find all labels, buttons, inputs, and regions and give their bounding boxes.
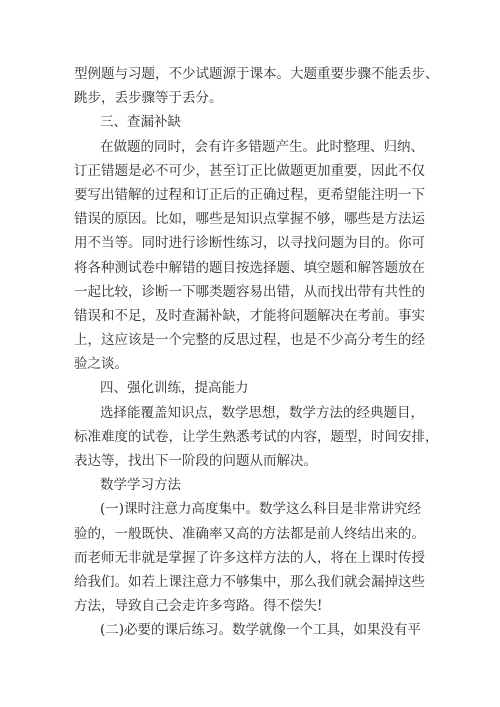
text-line: 型例题与习题，不少试题源于课本。大题重要步骤不能丢步、 [74, 66, 439, 82]
text-line: 错误的原因。比如，哪些是知识点掌握不够，哪些是方法运 [74, 211, 425, 228]
text-line: 错误和不足，及时查漏补缺，才能将问题解决在考前。事实 [74, 307, 425, 324]
text-line: 而老师无非就是掌握了许多这样方法的人，将在上课时传授 [74, 549, 425, 566]
text-line: 用不当等。同时进行诊断性练习，以寻找问题为目的。你可 [74, 235, 425, 252]
text-line: 一起比较，诊断一下哪类题容易出错，从而找出带有共性的 [74, 283, 425, 300]
text-line: (二)必要的课后练习。数学就像一个工具，如果没有平 [100, 622, 422, 639]
section-heading: 四、强化训练，提高能力 [100, 380, 249, 397]
document-body [74, 62, 439, 643]
text-line: 标准难度的试卷，让学生熟悉考试的内容，题型，时间安排， [74, 428, 439, 445]
text-line: 选择能覆盖知识点，数学思想，数学方法的经典题目， [100, 404, 424, 421]
text-line: 将各种测试卷中解错的题目按选择题、填空题和解答题放在 [74, 259, 425, 276]
section-heading: 数学学习方法 [100, 477, 181, 494]
text-line: 在做题的同时，会有许多错题产生。此时整理、归纳、 [100, 138, 424, 155]
text-line: 方法，导致自己会走许多弯路。得不偿失! [74, 598, 323, 615]
text-line: 跳步，丢步骤等于丢分。 [74, 90, 223, 107]
text-line: 验之谈。 [74, 356, 128, 373]
text-line: 验的，一般既快、准确率又高的方法都是前人终结出来的。 [74, 525, 425, 542]
section-heading: 三、查漏补缺 [100, 114, 181, 131]
text-line: (一)课时注意力高度集中。数学这么科目是非常讲究经 [100, 501, 422, 518]
text-line: 订正错题是必不可少，甚至订正比做题更加重要，因此不仅 [74, 162, 425, 179]
text-line: 表达等，找出下一阶段的问题从而解决。 [74, 453, 317, 469]
text-line: 上，这应该是一个完整的反思过程，也是不少高分考生的经 [74, 332, 425, 349]
text-line: 给我们。如若上课注意力不够集中，那么我们就会漏掉这些 [74, 573, 425, 590]
text-line: 要写出错解的过程和订正后的正确过程，更希望能注明一下 [74, 186, 425, 203]
